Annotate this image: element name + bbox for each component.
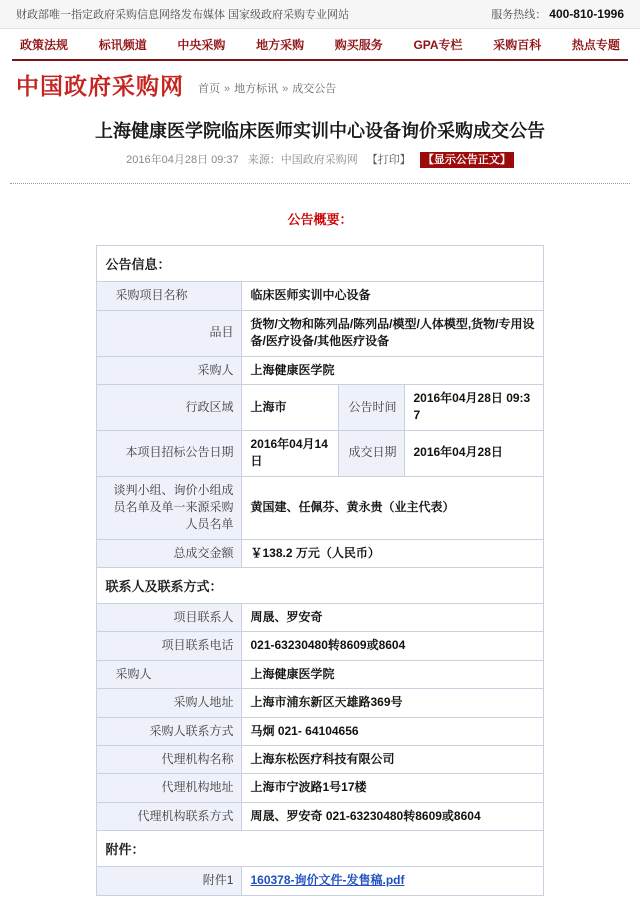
row-value: 黄国建、任佩芬、黄永贵（业主代表）: [242, 476, 543, 539]
table-row: [97, 660, 543, 688]
section-header: 附件：: [97, 831, 543, 867]
breadcrumb: [198, 80, 336, 98]
row-value: 2016年04月28日: [405, 430, 543, 476]
row-label: 公告时间: [339, 384, 405, 430]
row-label: 项目联系人: [97, 604, 242, 632]
row-value: 上海健康医学院: [242, 356, 543, 384]
table-row: [97, 282, 543, 310]
service-hotline: [491, 6, 624, 22]
section-header: 联系人及联系方式：: [97, 568, 543, 604]
row-value: 2016年04月28日 09:37: [405, 384, 543, 430]
row-value: 临床医师实训中心设备: [242, 282, 543, 310]
row-label: 代理机构名称: [97, 746, 242, 774]
row-label: 附件1: [97, 867, 242, 895]
row-label: 项目联系电话: [97, 632, 242, 660]
article-source: [248, 154, 358, 166]
source-label: 来源：: [247, 154, 281, 167]
row-value: 周晟、罗安奇: [242, 604, 543, 632]
table-row: [97, 746, 543, 774]
row-value: 2016年04月14日: [242, 430, 339, 476]
page-title: 上海健康医学院临床医师实训中心设备询价采购成交公告: [95, 121, 545, 141]
row-value: 货物/文物和陈列品/陈列品/模型/人体模型,货物/专用设备/医疗设备/其他医疗设备: [242, 310, 543, 356]
breadcrumb-item-3: 成交公告: [292, 83, 337, 95]
summary-heading: 公告概要：: [287, 212, 353, 228]
source-value: 中国政府采购网: [280, 154, 358, 167]
nav-item-6[interactable]: GPA专栏: [413, 38, 463, 52]
table-row: [97, 689, 543, 717]
section-header: 公告信息：: [97, 246, 543, 282]
nav-item-7[interactable]: 采购百科: [493, 38, 542, 52]
attachment-link[interactable]: 160378-询价文件-发售稿.pdf: [250, 873, 405, 888]
row-value: 上海东松医疗科技有限公司: [242, 746, 543, 774]
row-value: 上海市: [242, 384, 339, 430]
announcement-table: [96, 245, 543, 895]
site-logo[interactable]: 中国政府采购网: [16, 73, 184, 99]
table-row: [97, 356, 543, 384]
dotted-divider: [10, 183, 630, 184]
row-label: 采购人: [97, 356, 242, 384]
row-label: 采购人: [97, 660, 242, 688]
nav-item-2[interactable]: 标讯频道: [98, 38, 147, 52]
table-row: [97, 632, 543, 660]
row-value: 上海市浦东新区天雄路369号: [242, 689, 543, 717]
table-row: [97, 802, 543, 830]
row-value: ￥138.2 万元（人民币）: [242, 539, 543, 567]
hotline-label: 服务热线：: [491, 9, 547, 21]
table-row: [97, 774, 543, 802]
breadcrumb-item-1[interactable]: 首页: [198, 83, 220, 95]
row-label: 代理机构地址: [97, 774, 242, 802]
main-nav: [12, 29, 628, 61]
table-row: [97, 539, 543, 567]
topbar: [0, 0, 640, 29]
nav-item-8[interactable]: 热点专题: [571, 38, 620, 52]
row-label: 采购人地址: [97, 689, 242, 717]
site-slogan: 财政部唯一指定政府采购信息网络发布媒体 国家级政府采购专业网站: [16, 9, 350, 21]
table-row: [97, 476, 543, 539]
breadcrumb-separator: »: [224, 83, 231, 95]
row-value: 周晟、罗安奇 021-63230480转8609或8604: [242, 802, 543, 830]
hotline-number: 400-810-1996: [549, 7, 624, 21]
nav-item-5[interactable]: 购买服务: [334, 38, 383, 52]
row-value: 上海健康医学院: [242, 660, 543, 688]
nav-item-4[interactable]: 地方采购: [256, 38, 305, 52]
row-value: [242, 867, 543, 895]
show-announcement-button[interactable]: 【显示公告正文】: [420, 152, 514, 168]
row-label: 采购人联系方式: [97, 717, 242, 745]
table-row: [97, 310, 543, 356]
row-label: 谈判小组、询价小组成员名单及单一来源采购人员名单: [97, 476, 242, 539]
table-row: [97, 867, 543, 895]
row-label: 采购项目名称: [97, 282, 242, 310]
site-header: [0, 61, 640, 106]
row-label: 本项目招标公告日期: [97, 430, 242, 476]
row-label: 成交日期: [339, 430, 405, 476]
print-button[interactable]: 【打印】: [366, 154, 411, 167]
nav-item-3[interactable]: 中央采购: [177, 38, 226, 52]
row-value: 021-63230480转8609或8604: [242, 632, 543, 660]
row-value: 上海市宁波路1号17楼: [242, 774, 543, 802]
row-label: 行政区域: [97, 384, 242, 430]
table-row: [97, 604, 543, 632]
article-meta: [0, 151, 640, 167]
nav-item-1[interactable]: 政策法规: [20, 38, 69, 52]
breadcrumb-separator: »: [282, 83, 289, 95]
row-label: 代理机构联系方式: [97, 802, 242, 830]
table-row: [97, 430, 543, 476]
row-value: 马炯 021- 64104656: [242, 717, 543, 745]
row-label: 品目: [97, 310, 242, 356]
table-row: [97, 384, 543, 430]
table-row: [97, 717, 543, 745]
article-datetime: 2016年04月28日 09:37: [126, 154, 239, 167]
row-label: 总成交金额: [97, 539, 242, 567]
breadcrumb-item-2[interactable]: 地方标讯: [234, 83, 279, 95]
